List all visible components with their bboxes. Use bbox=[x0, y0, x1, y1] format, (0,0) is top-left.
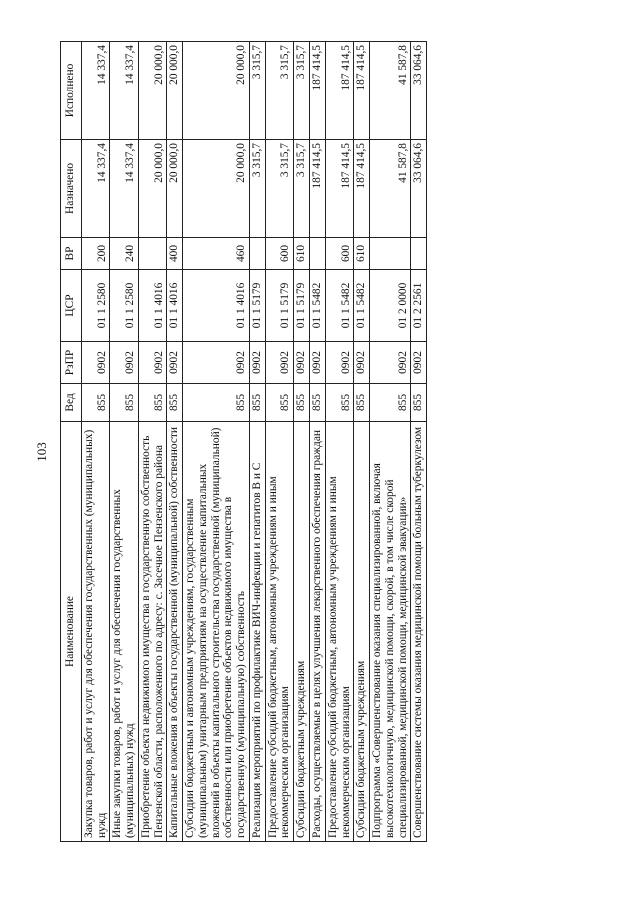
row-ved: 855 bbox=[411, 384, 427, 422]
row-name: Субсидии бюджетным и автономным учреждениям, государственным (муниципальным) унитарным предприятиям на осуществление капитальных вложений в объекты капитального строительства государственной (муниципальной) собственности или приобретение объектов недвижимого имущества в государственную (муниципальную) собственность bbox=[183, 422, 250, 842]
row-rzpr: 0902 bbox=[310, 342, 326, 384]
header-rzpr: РзПР bbox=[61, 342, 82, 384]
table-row bbox=[411, 42, 427, 842]
row-ved: 855 bbox=[249, 384, 265, 422]
row-csr: 01 2 0000 bbox=[370, 270, 411, 342]
row-ved: 855 bbox=[167, 384, 183, 422]
row-assigned: 3 315,7 bbox=[249, 140, 265, 238]
row-name: Капитальные вложения в объекты государственной (муниципальной) собственности bbox=[167, 422, 183, 842]
row-rzpr: 0902 bbox=[325, 342, 354, 384]
row-ved: 855 bbox=[138, 384, 167, 422]
row-name: Субсидии бюджетным учреждениям bbox=[354, 422, 370, 842]
row-vr bbox=[310, 238, 326, 270]
table-row bbox=[265, 42, 294, 842]
row-executed: 33 064,6 bbox=[411, 42, 427, 140]
row-vr bbox=[411, 238, 427, 270]
row-vr bbox=[370, 238, 411, 270]
row-assigned: 41 587,8 bbox=[370, 140, 411, 238]
row-name: Реализация мероприятий по профилактике ВИЧ-инфекции и гепатитов В и С bbox=[249, 422, 265, 842]
row-name: Подпрограмма «Совершенствование оказания специализированной, включая высокотехнологичную, медицинской помощи, скорой, в том числе скорой специализированной, медицинской помощи, медицинской эвакуации» bbox=[370, 422, 411, 842]
row-vr: 610 bbox=[294, 238, 310, 270]
row-assigned: 33 064,6 bbox=[411, 140, 427, 238]
row-csr: 01 1 4016 bbox=[138, 270, 167, 342]
row-assigned: 14 337,4 bbox=[81, 140, 110, 238]
budget-table bbox=[60, 41, 427, 842]
table-row bbox=[354, 42, 370, 842]
row-csr: 01 1 5179 bbox=[294, 270, 310, 342]
row-vr: 400 bbox=[167, 238, 183, 270]
table-row bbox=[249, 42, 265, 842]
row-vr: 240 bbox=[110, 238, 139, 270]
row-executed: 3 315,7 bbox=[294, 42, 310, 140]
row-executed: 20 000,0 bbox=[167, 42, 183, 140]
table-row bbox=[138, 42, 167, 842]
row-executed: 3 315,7 bbox=[249, 42, 265, 140]
row-rzpr: 0902 bbox=[411, 342, 427, 384]
row-executed: 20 000,0 bbox=[183, 42, 250, 140]
row-csr: 01 1 5179 bbox=[249, 270, 265, 342]
row-executed: 187 414,5 bbox=[354, 42, 370, 140]
row-ved: 855 bbox=[354, 384, 370, 422]
header-csr: ЦСР bbox=[61, 270, 82, 342]
row-executed: 187 414,5 bbox=[310, 42, 326, 140]
row-ved: 855 bbox=[294, 384, 310, 422]
header-vr: ВР bbox=[61, 238, 82, 270]
table-row bbox=[81, 42, 110, 842]
row-rzpr: 0902 bbox=[183, 342, 250, 384]
row-rzpr: 0902 bbox=[249, 342, 265, 384]
row-assigned: 20 000,0 bbox=[138, 140, 167, 238]
row-csr: 01 1 5482 bbox=[354, 270, 370, 342]
row-csr: 01 2 2561 bbox=[411, 270, 427, 342]
row-executed: 3 315,7 bbox=[265, 42, 294, 140]
row-executed: 187 414,5 bbox=[325, 42, 354, 140]
table-header-row bbox=[61, 42, 82, 842]
row-name: Приобретение объекта недвижимого имущества в государственную собственность Пензенской области, расположенного по адресу: с. Засечное Пензенского района bbox=[138, 422, 167, 842]
row-vr: 200 bbox=[81, 238, 110, 270]
row-rzpr: 0902 bbox=[167, 342, 183, 384]
row-assigned: 187 414,5 bbox=[310, 140, 326, 238]
row-csr: 01 1 5179 bbox=[265, 270, 294, 342]
row-csr: 01 1 4016 bbox=[167, 270, 183, 342]
table-row bbox=[110, 42, 139, 842]
row-name: Закупка товаров, работ и услуг для обеспечения государственных (муниципальных) нужд bbox=[81, 422, 110, 842]
row-name: Субсидии бюджетным учреждениям bbox=[294, 422, 310, 842]
row-assigned: 20 000,0 bbox=[167, 140, 183, 238]
row-rzpr: 0902 bbox=[294, 342, 310, 384]
row-ved: 855 bbox=[310, 384, 326, 422]
header-name: Наименование bbox=[61, 422, 82, 842]
row-rzpr: 0902 bbox=[370, 342, 411, 384]
row-name: Расходы, осуществляемые в целях улучшения лекарственного обеспечения граждан bbox=[310, 422, 326, 842]
row-name: Иные закупки товаров, работ и услуг для обеспечения государственных (муниципальных) нужд bbox=[110, 422, 139, 842]
row-executed: 20 000,0 bbox=[138, 42, 167, 140]
table-row bbox=[294, 42, 310, 842]
row-csr: 01 1 2580 bbox=[81, 270, 110, 342]
header-assigned: Назначено bbox=[61, 140, 82, 238]
row-csr: 01 1 5482 bbox=[325, 270, 354, 342]
row-executed: 41 587,8 bbox=[370, 42, 411, 140]
row-ved: 855 bbox=[325, 384, 354, 422]
row-assigned: 187 414,5 bbox=[325, 140, 354, 238]
row-csr: 01 1 5482 bbox=[310, 270, 326, 342]
budget-table-container bbox=[60, 42, 580, 842]
row-vr bbox=[138, 238, 167, 270]
row-ved: 855 bbox=[370, 384, 411, 422]
row-assigned: 3 315,7 bbox=[294, 140, 310, 238]
row-assigned: 20 000,0 bbox=[183, 140, 250, 238]
row-rzpr: 0902 bbox=[265, 342, 294, 384]
row-rzpr: 0902 bbox=[81, 342, 110, 384]
row-csr: 01 1 2580 bbox=[110, 270, 139, 342]
row-rzpr: 0902 bbox=[354, 342, 370, 384]
page-number: 103 bbox=[34, 442, 49, 462]
row-ved: 855 bbox=[265, 384, 294, 422]
row-assigned: 3 315,7 bbox=[265, 140, 294, 238]
row-assigned: 187 414,5 bbox=[354, 140, 370, 238]
table-row bbox=[370, 42, 411, 842]
table-row bbox=[325, 42, 354, 842]
row-name: Совершенствование системы оказания медицинской помощи больным туберкулезом bbox=[411, 422, 427, 842]
row-ved: 855 bbox=[81, 384, 110, 422]
table-row bbox=[167, 42, 183, 842]
row-name: Предоставление субсидий бюджетным, автономным учреждениям и иным некоммерческим организациям bbox=[265, 422, 294, 842]
row-ved: 855 bbox=[183, 384, 250, 422]
row-assigned: 14 337,4 bbox=[110, 140, 139, 238]
table-row bbox=[183, 42, 250, 842]
header-executed: Исполнено bbox=[61, 42, 82, 140]
row-rzpr: 0902 bbox=[138, 342, 167, 384]
row-executed: 14 337,4 bbox=[81, 42, 110, 140]
row-vr: 600 bbox=[265, 238, 294, 270]
header-ved: Вед bbox=[61, 384, 82, 422]
table-row bbox=[310, 42, 326, 842]
row-vr: 610 bbox=[354, 238, 370, 270]
row-vr: 460 bbox=[183, 238, 250, 270]
row-vr: 600 bbox=[325, 238, 354, 270]
row-ved: 855 bbox=[110, 384, 139, 422]
row-name: Предоставление субсидий бюджетным, автономным учреждениям и иным некоммерческим организациям bbox=[325, 422, 354, 842]
row-rzpr: 0902 bbox=[110, 342, 139, 384]
row-vr bbox=[249, 238, 265, 270]
row-executed: 14 337,4 bbox=[110, 42, 139, 140]
row-csr: 01 1 4016 bbox=[183, 270, 250, 342]
